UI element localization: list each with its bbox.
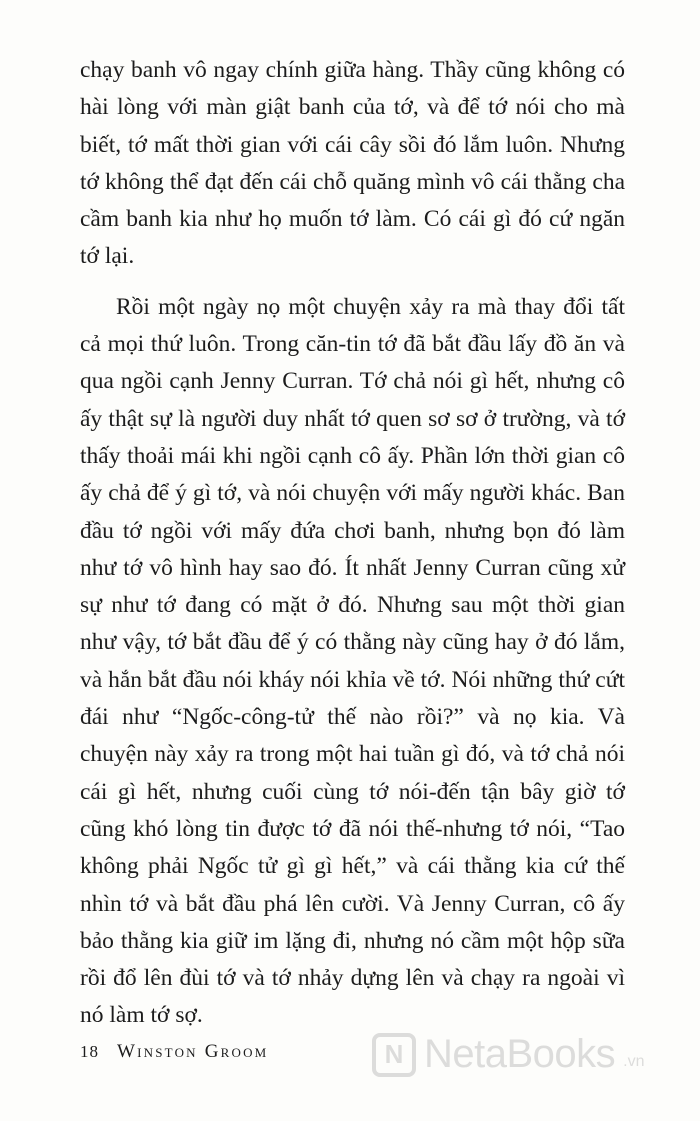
page-footer (80, 1041, 268, 1063)
paragraph-1: chạy banh vô ngay chính giữa hàng. Thầy cũng không có hài lòng với màn giật banh của tớ, và để tớ nói cho mà biết, tớ mất thời gian với cái cây sồi đó lắm luôn. Nhưng tớ không thể đạt đến cái chỗ quăng mình vô cái thằng cha cầm banh kia như họ muốn tớ làm. Có cái gì đó cứ ngăn tớ lại. (80, 57, 625, 270)
watermark-brand: NetaBooks (424, 1032, 616, 1076)
running-author: Winston Groom (117, 1041, 269, 1062)
page-body (80, 52, 625, 1035)
paragraph-2: Rồi một ngày nọ một chuyện xảy ra mà thay đổi tất cả mọi thứ luôn. Trong căn-tin tớ đã bắt đầu lấy đồ ăn và qua ngồi cạnh Jenny Curran. Tớ chả nói gì hết, nhưng cô ấy thật sự là người duy nhất tớ quen sơ sơ ở trường, và tớ thấy thoải mái khi ngồi cạnh cô ấy. Phần lớn thời gian cô ấy chả để ý gì tớ, và nói chuyện với mấy người khác. Ban đầu tớ ngồi với mấy đứa chơi banh, nhưng bọn đó làm như tớ vô hình hay sao đó. Ít nhất Jenny Curran cũng xử sự như tớ đang có mặt ở đó. Nhưng sau một thời gian như vậy, tớ bắt đầu để ý có thằng này cũng hay ở đó lắm, và hắn bắt đầu nói kháy nói khỉa về tớ. Nói những thứ cứt đái như “Ngốc-công-tử thế nào rồi?” và nọ kia. Và chuyện này xảy ra trong một hai tuần gì đó, và tớ chả nói cái gì hết, nhưng cuối cùng tớ nói-đến tận bây giờ tớ cũng khó lòng tin được tớ đã nói thế-nhưng tớ nói, “Tao không phải Ngốc tử gì gì hết,” và cái thằng kia cứ thế nhìn tớ và bắt đầu phá lên cười. Và Jenny Curran, cô ấy bảo thằng kia giữ im lặng đi, nhưng nó cầm một hộp sữa rồi đổ lên đùi tớ và tớ nhảy dựng lên và chạy ra ngoài vì nó làm tớ sợ. (80, 293, 625, 1029)
watermark (372, 1032, 645, 1077)
netabooks-logo-icon (372, 1033, 416, 1077)
watermark-tld: .vn (623, 1053, 645, 1070)
page-number: 18 (80, 1042, 99, 1061)
